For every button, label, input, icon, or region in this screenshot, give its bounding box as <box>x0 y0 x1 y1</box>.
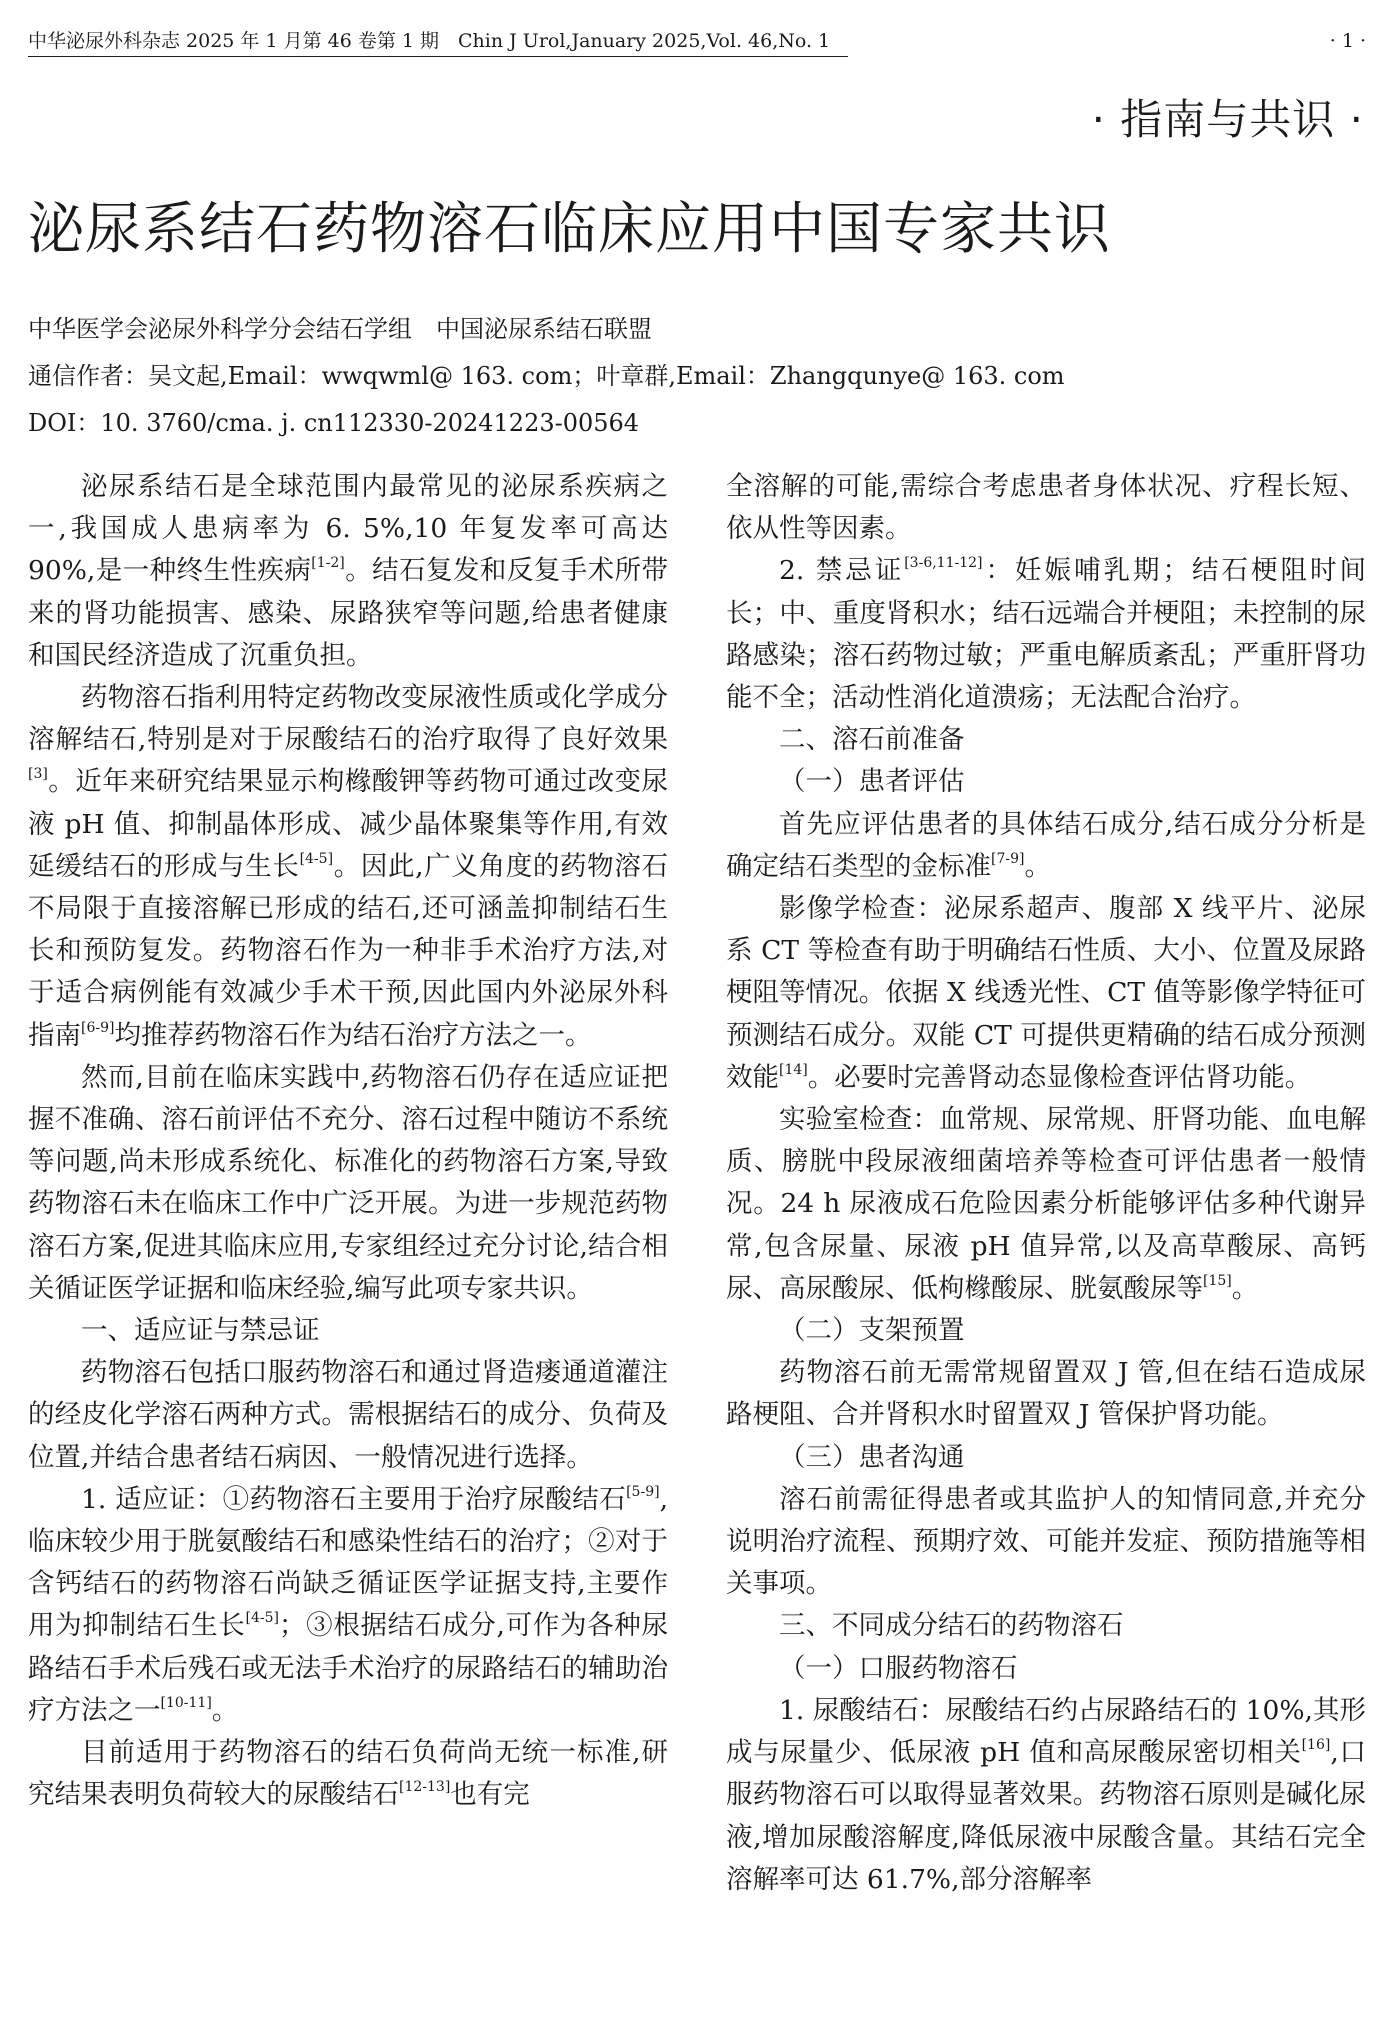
paragraph: 泌尿系结石是全球范围内最常见的泌尿系疾病之一,我国成人患病率为 6. 5%,10 年复发率可高达 90%,是一种终生性疾病[1-2]。结石复发和反复手术所带来的肾功能损害、感染、尿路狭窄等问题,给患者健康和国民经济造成了沉重负担。 <box>28 471 669 671</box>
page-number: · 1 · <box>1329 30 1366 52</box>
subsection-heading: （三）患者沟通 <box>779 1441 965 1473</box>
doi: DOI：10. 3760/cma. j. cn112330-20241223-00564 <box>28 409 640 437</box>
paragraph: 实验室检查：血常规、尿常规、肝肾功能、血电解质、膀胱中段尿液细菌培养等检查可评估患者一般情况。24 h 尿液成石危险因素分析能够评估多种代谢异常,包含尿量、尿液 pH 值异常,以及高草酸尿、高钙尿、高尿酸尿、低枸橼酸尿、胱氨酸尿等[15]。 <box>726 1104 1366 1304</box>
section-heading: 三、不同成分结石的药物溶石 <box>779 1610 1124 1642</box>
paragraph: 药物溶石前无需常规留置双 J 管,但在结石造成尿路梗阻、合并肾积水时留置双 J 管保护肾功能。 <box>726 1357 1366 1431</box>
paragraph: 药物溶石指利用特定药物改变尿液性质或化学成分溶解结石,特别是对于尿酸结石的治疗取得了良好效果[3]。近年来研究结果显示枸橼酸钾等药物可通过改变尿液 pH 值、抑制晶体形成、减少晶体聚集等作用,有效延缓结石的形成与生长[4-5]。因此,广义角度的药物溶石不局限于直接溶解已形成的结石,还可涵盖抑制结石生长和预防复发。药物溶石作为一种非手术治疗方法,对于适合病例能有效减少手术干预,因此国内外泌尿外科指南[6-9]均推荐药物溶石作为结石治疗方法之一。 <box>28 682 668 1051</box>
subsection-heading: （一）口服药物溶石 <box>779 1652 1018 1684</box>
correspondence: 通信作者：吴文起,Email：wwqwml@ 163. com；叶章群,Email：Zhangqunye@ 163. com <box>28 362 1065 390</box>
paragraph: 然而,目前在临床实践中,药物溶石仍存在适应证把握不准确、溶石前评估不充分、溶石过程中随访不系统等问题,尚未形成系统化、标准化的药物溶石方案,导致药物溶石未在临床工作中广泛开展。为进一步规范药物溶石方案,促进其临床应用,专家组经过充分讨论,结合相关循证医学证据和临床经验,编写此项专家共识。 <box>28 1061 668 1304</box>
citation[interactable]: [3] <box>28 766 48 783</box>
citation[interactable]: [14] <box>779 1061 808 1078</box>
citation[interactable]: [7-9] <box>991 850 1025 867</box>
citation[interactable]: [15] <box>1203 1272 1232 1289</box>
journal-citation: 中华泌尿外科杂志 2025 年 1 月第 46 卷第 1 期 Chin J Urol,January 2025,Vol. 46,No. 1 <box>28 30 831 52</box>
running-header <box>28 26 1366 56</box>
section-heading: 一、适应证与禁忌证 <box>81 1315 320 1347</box>
paragraph: 目前适用于药物溶石的结石负荷尚无统一标准,研究结果表明负荷较大的尿酸结石[12-13]也有完 <box>28 1737 668 1811</box>
citation[interactable]: [1-2] <box>311 555 345 572</box>
citation[interactable]: [6-9] <box>81 1019 115 1036</box>
citation[interactable]: [4-5] <box>245 1610 279 1627</box>
citation[interactable]: [5-9] <box>626 1483 660 1500</box>
paragraph: 2. 禁忌证[3-6,11-12]：妊娠哺乳期；结石梗阻时间长；中、重度肾积水；结石远端合并梗阻；未控制的尿路感染；溶石药物过敏；严重电解质紊乱；严重肝肾功能不全；活动性消化道溃疡；无法配合治疗。 <box>726 555 1366 714</box>
section-heading: 二、溶石前准备 <box>779 724 965 756</box>
article-title: 泌尿系结石药物溶石临床应用中国专家共识 <box>28 197 1111 262</box>
article-meta <box>28 306 1368 447</box>
left-column <box>28 466 668 1817</box>
paragraph: 药物溶石包括口服药物溶石和通过肾造瘘通道灌注的经皮化学溶石两种方式。需根据结石的成分、负荷及位置,并结合患者结石病因、一般情况进行选择。 <box>28 1357 668 1473</box>
citation[interactable]: [3-6,11-12] <box>904 555 983 572</box>
subsection-heading: （二）支架预置 <box>779 1315 965 1347</box>
paragraph: 1. 适应证：①药物溶石主要用于治疗尿酸结石[5-9],临床较少用于胱氨酸结石和感染性结石的治疗；②对于含钙结石的药物溶石尚缺乏循证医学证据支持,主要作用为抑制结石生长[4-5]；③根据结石成分,可作为各种尿路结石手术后残石或无法手术治疗的尿路结石的辅助治疗方法之一[10-11]。 <box>28 1483 668 1726</box>
citation[interactable]: [16] <box>1301 1737 1331 1754</box>
right-column <box>726 466 1366 1901</box>
citation[interactable]: [4-5] <box>299 850 334 867</box>
citation[interactable]: [10-11] <box>160 1694 212 1711</box>
paragraph: 影像学检查：泌尿系超声、腹部 X 线平片、泌尿系 CT 等检查有助于明确结石性质、大小、位置及尿路梗阻等情况。依据 X 线透光性、CT 值等影像学特征可预测结石成分。双能 CT 可提供更精确的结石成分预测效能[14]。必要时完善肾动态显像检查评估肾功能。 <box>726 893 1366 1093</box>
header-rule <box>28 56 848 57</box>
paragraph: 首先应评估患者的具体结石成分,结石成分分析是确定结石类型的金标准[7-9]。 <box>726 808 1366 882</box>
paragraph-continued: 全溶解的可能,需综合考虑患者身体状况、疗程长短、依从性等因素。 <box>726 471 1366 545</box>
paragraph: 1. 尿酸结石：尿酸结石约占尿路结石的 10%,其形成与尿量少、低尿液 pH 值和高尿酸尿密切相关[16],口服药物溶石可以取得显著效果。药物溶石原则是碱化尿液,增加尿酸溶解度,降低尿液中尿酸含量。其结石完全溶解率可达 61.7%,部分溶解率 <box>726 1694 1366 1895</box>
section-label: · 指南与共识 · <box>1091 95 1364 144</box>
subsection-heading: （一）患者评估 <box>779 766 965 798</box>
citation[interactable]: [12-13] <box>399 1779 451 1796</box>
authors: 中华医学会泌尿外科学分会结石学组 中国泌尿系结石联盟 <box>28 315 652 343</box>
paragraph: 溶石前需征得患者或其监护人的知情同意,并充分说明治疗流程、预期疗效、可能并发症、预防措施等相关事项。 <box>726 1483 1366 1600</box>
